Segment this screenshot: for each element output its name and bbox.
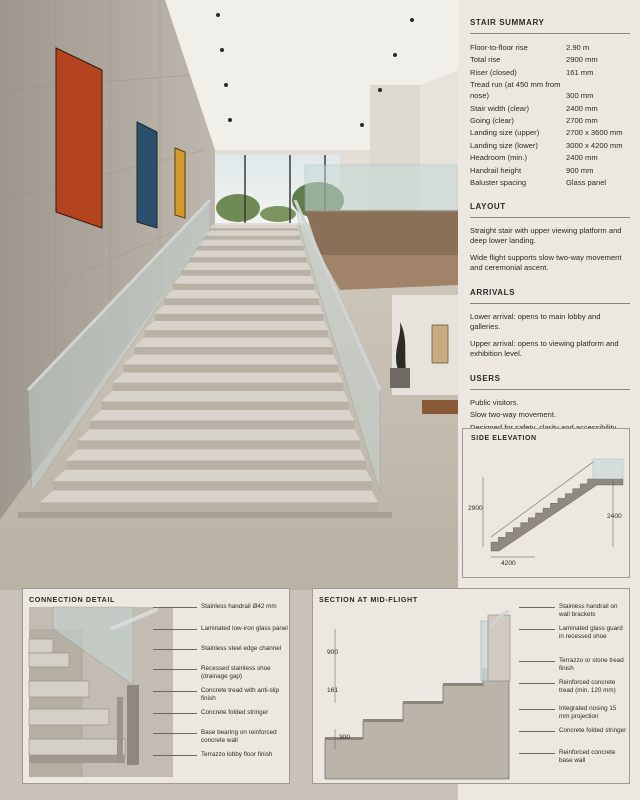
leader-line	[153, 691, 197, 692]
summary-row	[470, 140, 630, 151]
stair-riser	[154, 314, 323, 321]
leader-line	[153, 755, 197, 756]
arrivals-title: ARRIVALS	[470, 287, 516, 297]
stair-tread	[209, 225, 298, 228]
users-section	[470, 374, 630, 434]
stair-tread	[173, 276, 315, 284]
section-dim-tread: 300	[339, 734, 351, 741]
connection-title: CONNECTION DETAIL	[29, 595, 115, 604]
divider	[470, 33, 630, 34]
users-text: Public visitors.	[470, 397, 519, 407]
summary-title: STAIR SUMMARY	[470, 18, 545, 27]
stair-tread	[154, 305, 323, 314]
stair-tread	[164, 290, 319, 298]
stair-riser	[65, 461, 366, 470]
detail-label: Reinforced concrete tread (min. 120 mm)	[559, 679, 616, 694]
detail-label: Integrated nosing 15 mm projection	[559, 705, 617, 720]
summary-value: 2900 mm	[566, 55, 598, 65]
summary-row	[470, 103, 630, 114]
summary-value: 2400 mm	[566, 103, 598, 113]
stair-riser	[53, 481, 372, 490]
leader-line	[153, 607, 197, 608]
detail-label: Reinforced concrete base wall	[559, 749, 616, 764]
summary-row	[470, 67, 630, 78]
elevation-title: SIDE ELEVATION	[471, 435, 537, 442]
section-title: SECTION AT MID-FLIGHT	[319, 595, 418, 604]
divider	[470, 389, 630, 390]
summary-label: Landing size (upper)	[470, 128, 540, 138]
arrivals-section	[470, 288, 630, 360]
connection-detail-card	[22, 588, 290, 784]
layout-title: LAYOUT	[470, 201, 506, 211]
stair-tread	[145, 321, 329, 330]
summary-row	[470, 177, 630, 188]
summary-value: 300 mm	[566, 91, 594, 101]
summary-label: Floor-to-floor rise	[470, 43, 528, 52]
stair-tread	[203, 231, 300, 236]
side-elevation	[462, 428, 630, 578]
painting-small	[432, 325, 448, 363]
summary-label: Baluster spacing	[470, 177, 527, 187]
summary-row	[470, 165, 630, 176]
stair-tread	[40, 491, 378, 503]
leader-line	[153, 669, 197, 670]
summary-row	[470, 54, 630, 65]
leader-line	[153, 649, 197, 650]
divider	[470, 303, 630, 304]
detail-label: Recessed stainless shoe (drainage gap)	[201, 665, 271, 680]
section-card	[312, 588, 630, 784]
summary-row	[470, 127, 630, 138]
summary-row	[470, 42, 630, 53]
stair-riser	[197, 246, 304, 251]
leader-line	[519, 629, 555, 630]
leader-line	[519, 661, 555, 662]
bench	[422, 400, 458, 414]
divider	[470, 217, 630, 218]
summary-label: Total rise	[470, 55, 501, 65]
detail-label: Terrazzo or stone tread finish	[559, 657, 624, 672]
stair-riser	[181, 270, 310, 276]
stair-riser	[173, 284, 315, 290]
detail-label: Laminated low-iron glass panel	[201, 625, 288, 632]
upper-platform	[305, 210, 458, 255]
arrivals-text: Upper arrival: opens to viewing platform and exhibition level.	[470, 338, 619, 359]
summary-row	[470, 79, 630, 101]
stair-tread	[53, 470, 372, 481]
leader-line	[519, 683, 555, 684]
detail-label: Concrete tread with anti-slip finish	[201, 687, 280, 702]
elevation-dim-length: 4200	[501, 560, 516, 567]
summary-label: Going (clear)	[470, 115, 514, 125]
stair-riser	[40, 502, 378, 512]
stair-tread	[181, 263, 310, 270]
leader-line	[153, 733, 197, 734]
leader-line	[153, 713, 197, 714]
stair-riser	[134, 347, 333, 355]
stair-tread	[124, 355, 339, 365]
stair-riser	[78, 440, 361, 449]
summary-label: Tread run (at 450 mm from nose)	[470, 80, 561, 101]
layout-section	[470, 202, 630, 274]
painting-yellow	[175, 148, 185, 218]
users-text: Slow two-way movement.	[470, 410, 557, 420]
detail-label: Terrazzo lobby floor finish	[201, 751, 273, 758]
stair-riser	[145, 330, 329, 337]
section-dim-handrail: 900	[327, 649, 339, 656]
stair-riser	[209, 228, 298, 231]
stair-riser	[89, 421, 354, 430]
stair-riser	[164, 298, 319, 305]
summary-label: Handrail height	[470, 165, 522, 175]
summary-label: Headroom (min.)	[470, 153, 527, 163]
detail-label: Base bearing on reinforced concrete wall	[201, 729, 277, 744]
elevation-drawing	[463, 429, 631, 579]
summary-value: Glass panel	[566, 177, 607, 187]
detail-label: Stainless steel edge channel	[201, 645, 282, 652]
stair-riser	[189, 257, 306, 262]
painting-red	[56, 48, 102, 228]
leader-line	[519, 753, 555, 754]
painting-blue	[137, 122, 157, 228]
stair-tread	[134, 338, 333, 347]
elevation-dim-height: 2900	[468, 505, 483, 512]
stair-tread	[65, 449, 366, 460]
stair-riser	[203, 236, 300, 240]
detail-label: Stainless handrail Ø42 mm	[201, 603, 277, 610]
summary-value: 900 mm	[566, 165, 594, 175]
summary-row	[470, 115, 630, 126]
stair-tread	[78, 429, 361, 440]
summary-table	[470, 42, 630, 188]
stair-tread	[197, 240, 304, 246]
summary-label: Riser (closed)	[470, 67, 517, 77]
stair-riser	[124, 365, 339, 373]
stair-tread	[89, 410, 354, 421]
elevation-stair-profile	[491, 479, 623, 551]
layout-text: Straight stair with upper viewing platform and deep lower landing.	[470, 225, 622, 246]
summary-value: 2.90 m	[566, 43, 590, 52]
stair-base	[18, 512, 392, 518]
summary-label: Stair width (clear)	[470, 103, 530, 113]
stair-tread	[113, 373, 344, 383]
section-dim-riser: 161	[327, 687, 339, 694]
users-title: USERS	[470, 373, 501, 383]
stair-tread	[101, 391, 349, 401]
summary-value: 2400 mm	[566, 153, 598, 163]
summary-value: 161 mm	[566, 67, 594, 77]
detail-label: Laminated glass guard in recessed shoe	[559, 625, 623, 640]
stair-riser	[101, 401, 349, 410]
detail-label: Concrete folded stringer	[559, 727, 627, 734]
layout-text: Wide flight supports slow two-way movement and ceremonial ascent.	[470, 252, 622, 273]
stair-tread	[189, 251, 306, 258]
summary-value: 2700 x 3600 mm	[566, 128, 623, 138]
leader-line	[519, 709, 555, 710]
summary-value: 2700 mm	[566, 115, 598, 125]
summary-label: Landing size (lower)	[470, 140, 538, 150]
leader-line	[153, 629, 197, 630]
summary-value: 3000 x 4200 mm	[566, 140, 623, 150]
summary-row	[470, 152, 630, 163]
detail-label: Stainless handrail on wall brackets	[559, 603, 618, 618]
leader-line	[519, 607, 555, 608]
detail-label: Concrete folded stringer	[201, 709, 269, 716]
leader-line	[519, 731, 555, 732]
elevation-dim-height-right: 2400	[607, 513, 622, 520]
arrivals-text: Lower arrival: opens to main lobby and galleries.	[470, 311, 601, 332]
stair-riser	[113, 383, 344, 391]
